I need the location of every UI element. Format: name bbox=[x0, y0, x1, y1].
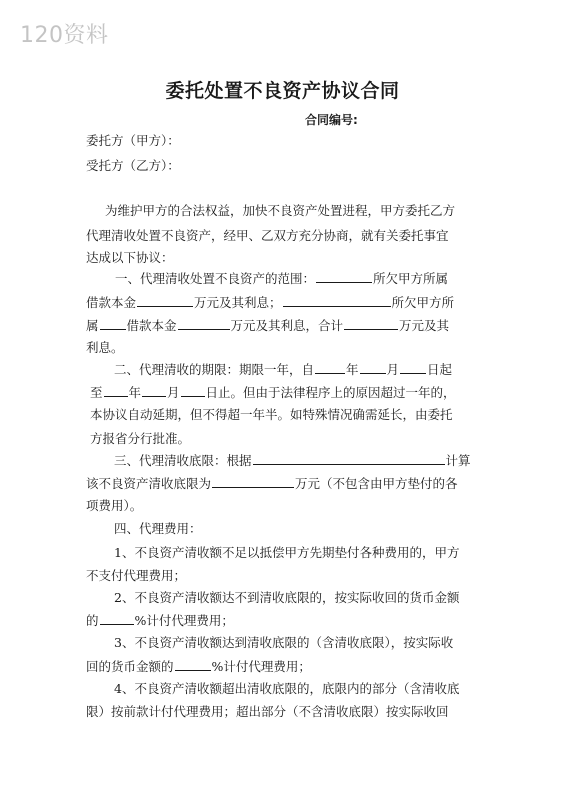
blank-field bbox=[178, 317, 230, 330]
clause3-text: 计算 bbox=[445, 453, 471, 468]
clause1-text: 属 bbox=[86, 318, 99, 333]
watermark-logo: 120资料 bbox=[20, 23, 109, 48]
clause1-text: 借款本金 bbox=[126, 318, 177, 333]
preamble-line-1: 为维护甲方的合法权益，加快不良资产处置进程，甲方委托乙方 bbox=[105, 203, 456, 218]
clause1-text: 万元及其利息； bbox=[194, 295, 282, 310]
blank-field bbox=[100, 612, 134, 625]
blank-field bbox=[344, 317, 398, 330]
blank-field bbox=[283, 294, 391, 307]
clause2-text: 年 bbox=[128, 385, 142, 400]
clause4-item1-line-2: 不支付代理费用； bbox=[86, 568, 187, 583]
blank-field bbox=[100, 317, 126, 330]
clause4-item2-line-1: 2、不良资产清收额达不到清收底限的，按实际收回的货币金额 bbox=[114, 590, 460, 605]
clause2-text: 年 bbox=[346, 362, 359, 377]
clause3-line-1 bbox=[114, 452, 471, 469]
blank-field bbox=[316, 270, 372, 283]
clause4-item3-line-2 bbox=[86, 658, 311, 675]
blank-field bbox=[175, 658, 211, 671]
clause1-line-4: 利息。 bbox=[86, 340, 124, 355]
clause2-text: 月 bbox=[386, 362, 400, 377]
clause4-item4-line-2: 限）按前款计付代理费用；超出部分（不含清收底限）按实际收回 bbox=[86, 704, 449, 719]
blank-field bbox=[360, 361, 386, 374]
clause4-text: 的 bbox=[86, 613, 99, 628]
clause2-text: 二、代理清收的期限：期限一年，自 bbox=[114, 362, 315, 377]
preamble-line-2: 代理清收处置不良资产，经甲、乙双方充分协商，就有关委托事宜 bbox=[86, 228, 449, 243]
clause2-line-1 bbox=[114, 361, 452, 378]
clause3-line-3: 项费用）。 bbox=[86, 498, 143, 513]
party-b-line: 受托方（乙方）： bbox=[86, 158, 180, 173]
document-title: 委托处置不良资产协议合同 bbox=[165, 80, 400, 102]
clause2-text: 日止。但由于法律程序上的原因超过一年的， bbox=[205, 385, 456, 400]
clause4-item1-line-1: 1、不良资产清收额不足以抵偿甲方先期垫付各种费用的，甲方 bbox=[114, 545, 460, 560]
clause3-text: 万元（不包含由甲方垫付的各 bbox=[295, 476, 458, 491]
clause1-text: 所欠甲方所属 bbox=[373, 271, 449, 286]
blank-field bbox=[181, 384, 205, 397]
clause4-text: 回的货币金额的 bbox=[86, 659, 174, 674]
clause1-text: 借款本金 bbox=[86, 295, 137, 310]
clause2-text: 日起 bbox=[427, 362, 453, 377]
clause4-heading: 四、代理费用： bbox=[114, 521, 202, 536]
clause2-line-4: 方报省分行批准。 bbox=[90, 431, 191, 446]
blank-field bbox=[212, 475, 294, 488]
clause4-text: %计付代理费用； bbox=[211, 659, 311, 674]
clause1-text: 一、代理清收处置不良资产的范围： bbox=[115, 271, 316, 286]
clause4-text: %计付代理费用； bbox=[134, 613, 234, 628]
clause2-text: 月 bbox=[167, 385, 180, 400]
party-a-line: 委托方（甲方）： bbox=[86, 133, 180, 148]
clause1-line-1 bbox=[115, 270, 448, 287]
preamble-line-3: 达成以下协议： bbox=[86, 250, 174, 265]
clause1-line-2 bbox=[86, 294, 454, 311]
blank-field bbox=[315, 361, 345, 374]
blank-field bbox=[137, 294, 193, 307]
clause2-line-3: 本协议自动延期，但不得超一年半。如特殊情况确需延长，由委托 bbox=[90, 407, 453, 422]
clause4-item2-line-2 bbox=[86, 612, 234, 629]
blank-field bbox=[104, 384, 128, 397]
clause4-item3-line-1: 3、不良资产清收额达到清收底限的（含清收底限），按实际收 bbox=[114, 635, 454, 650]
clause2-line-2 bbox=[90, 384, 456, 401]
clause1-text: 万元及其 bbox=[399, 318, 450, 333]
contract-number-label: 合同编号: bbox=[305, 113, 358, 127]
clause1-text: 万元及其利息，合计 bbox=[230, 318, 344, 333]
clause3-text: 三、代理清收底限：根据 bbox=[114, 453, 252, 468]
blank-field bbox=[400, 361, 426, 374]
clause3-text: 该不良资产清收底限为 bbox=[86, 476, 212, 491]
clause3-line-2 bbox=[86, 475, 458, 492]
blank-field bbox=[142, 384, 166, 397]
clause4-item4-line-1: 4、不良资产清收额超出清收底限的，底限内的部分（含清收底 bbox=[114, 681, 460, 696]
blank-field bbox=[253, 452, 445, 465]
clause1-text: 所欠甲方所 bbox=[391, 295, 455, 310]
clause1-line-3 bbox=[86, 317, 449, 334]
clause2-text: 至 bbox=[90, 385, 103, 400]
